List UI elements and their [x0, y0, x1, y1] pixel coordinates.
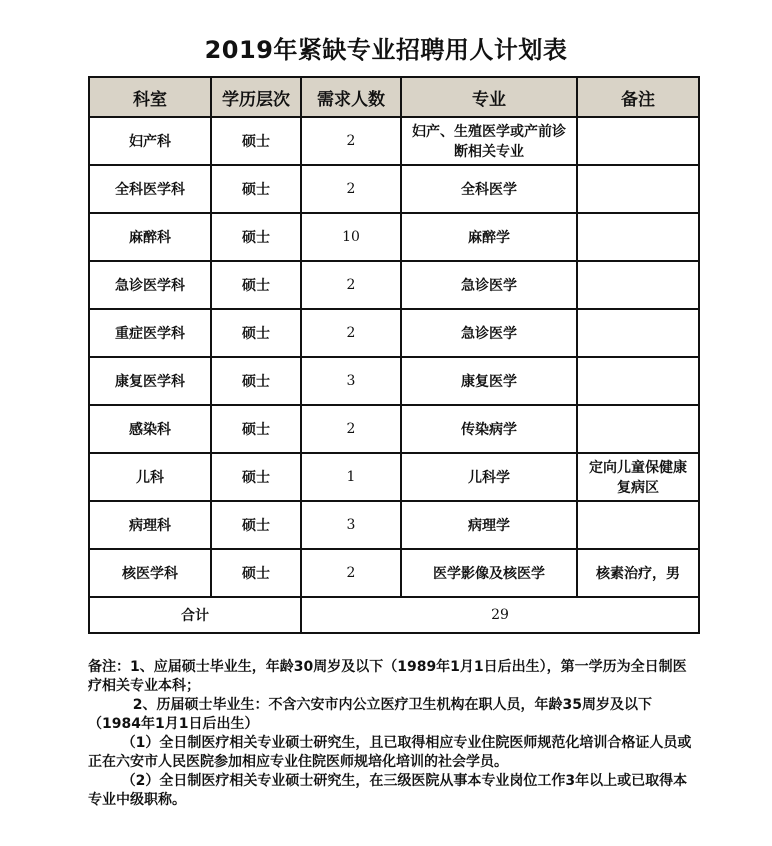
cell-major: 急诊医学 [401, 309, 577, 357]
note-2: 2、历届硕士毕业生：不含六安市内公立医疗卫生机构在职人员，年龄35周岁及以下（1984年1月1日后出生） [88, 697, 653, 732]
cell-education: 硕士 [211, 549, 301, 597]
cell-education: 硕士 [211, 213, 301, 261]
recruitment-table [88, 76, 700, 634]
cell-major: 妇产、生殖医学或产前诊断相关专业 [401, 117, 577, 165]
cell-major: 急诊医学 [401, 261, 577, 309]
cell-department: 重症医学科 [89, 309, 211, 357]
total-label: 合计 [89, 597, 301, 633]
cell-education: 硕士 [211, 453, 301, 501]
cell-count: 1 [301, 453, 401, 501]
cell-department: 麻醉科 [89, 213, 211, 261]
cell-note [577, 117, 699, 165]
cell-note [577, 357, 699, 405]
cell-major: 儿科学 [401, 453, 577, 501]
cell-major: 医学影像及核医学 [401, 549, 577, 597]
cell-department: 病理科 [89, 501, 211, 549]
page-title: 2019年紧缺专业招聘用人计划表 [204, 36, 568, 64]
cell-department: 妇产科 [89, 117, 211, 165]
cell-note [577, 213, 699, 261]
header-count: 需求人数 [301, 77, 401, 117]
header-department: 科室 [89, 77, 211, 117]
cell-department: 康复医学科 [89, 357, 211, 405]
cell-education: 硕士 [211, 501, 301, 549]
table-row [89, 405, 699, 453]
cell-education: 硕士 [211, 261, 301, 309]
table-row [89, 261, 699, 309]
table-row [89, 549, 699, 597]
table-row [89, 501, 699, 549]
cell-note [577, 261, 699, 309]
cell-count: 2 [301, 165, 401, 213]
table-row [89, 309, 699, 357]
cell-department: 感染科 [89, 405, 211, 453]
cell-department: 全科医学科 [89, 165, 211, 213]
cell-major: 病理学 [401, 501, 577, 549]
table-row [89, 213, 699, 261]
cell-department: 核医学科 [89, 549, 211, 597]
cell-major: 康复医学 [401, 357, 577, 405]
header-education: 学历层次 [211, 77, 301, 117]
cell-note [577, 309, 699, 357]
cell-education: 硕士 [211, 309, 301, 357]
total-row [89, 597, 699, 633]
table-header-row [89, 77, 699, 117]
cell-note: 核素治疗，男 [577, 549, 699, 597]
cell-department: 急诊医学科 [89, 261, 211, 309]
cell-count: 2 [301, 261, 401, 309]
cell-department: 儿科 [89, 453, 211, 501]
cell-education: 硕士 [211, 165, 301, 213]
cell-education: 硕士 [211, 405, 301, 453]
cell-education: 硕士 [211, 357, 301, 405]
cell-note: 定向儿童保健康复病区 [577, 453, 699, 501]
note-2-1: （1）全日制医疗相关专业硕士研究生，且已取得相应专业住院医师规范化培训合格证人员或正在六安市人民医院参加相应专业住院医师规培化培训的社会学员。 [88, 735, 692, 770]
cell-major: 传染病学 [401, 405, 577, 453]
cell-count: 2 [301, 405, 401, 453]
table-row [89, 357, 699, 405]
cell-note [577, 501, 699, 549]
table-row [89, 453, 699, 501]
cell-note [577, 405, 699, 453]
note-2-2: （2）全日制医疗相关专业硕士研究生，在三级医院从事本专业岗位工作3年以上或已取得本专业中级职称。 [88, 773, 688, 808]
cell-education: 硕士 [211, 117, 301, 165]
cell-count: 2 [301, 309, 401, 357]
header-note: 备注 [577, 77, 699, 117]
cell-count: 2 [301, 117, 401, 165]
cell-count: 3 [301, 501, 401, 549]
notes-section [88, 658, 700, 810]
cell-major: 麻醉学 [401, 213, 577, 261]
note-1: 备注：1、应届硕士毕业生，年龄30周岁及以下（1989年1月1日后出生），第一学历为全日制医疗相关专业本科； [88, 659, 687, 694]
cell-count: 10 [301, 213, 401, 261]
cell-count: 2 [301, 549, 401, 597]
cell-major: 全科医学 [401, 165, 577, 213]
total-value: 29 [301, 597, 699, 633]
table-row [89, 117, 699, 165]
header-major: 专业 [401, 77, 577, 117]
table-row [89, 165, 699, 213]
cell-note [577, 165, 699, 213]
cell-count: 3 [301, 357, 401, 405]
